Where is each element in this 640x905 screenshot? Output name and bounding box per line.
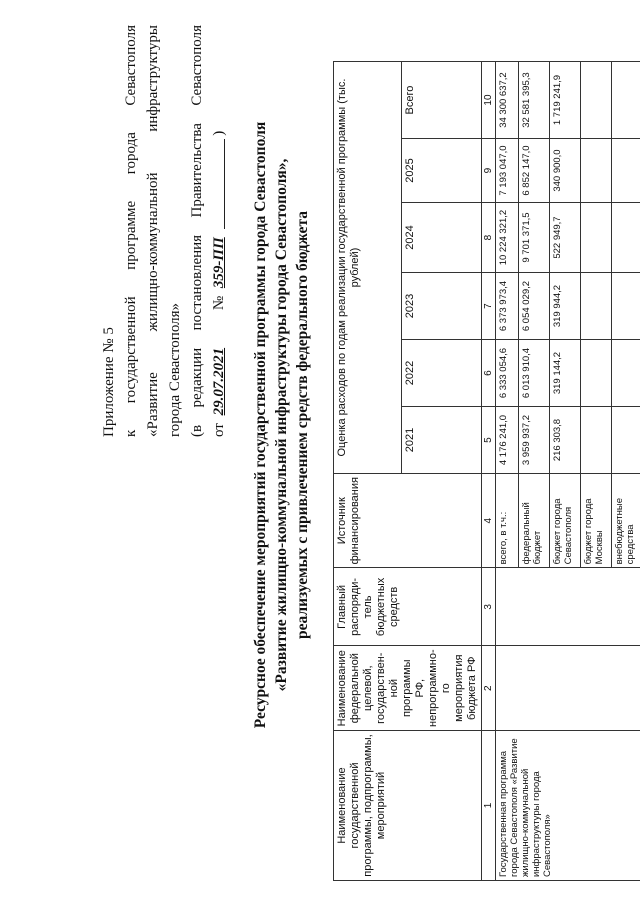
appendix-number-label: № — [211, 295, 227, 311]
chief-administrator-cell — [496, 568, 640, 646]
col-number: 8 — [482, 203, 496, 273]
col-number: 4 — [482, 474, 496, 568]
value-cell — [581, 203, 612, 273]
source-cell: бюджет города Москвы — [581, 474, 612, 568]
value-cell — [612, 139, 640, 203]
value-cell: 7 193 047,0 — [496, 139, 519, 203]
value-cell — [612, 340, 640, 407]
appendix-line-5 — [208, 25, 230, 437]
source-cell: внебюджетные средства — [612, 474, 640, 568]
header-total: Всего — [401, 62, 481, 139]
value-cell — [612, 203, 640, 273]
document-title — [250, 5, 313, 845]
appendix-from-label: от — [211, 423, 227, 437]
table-row-total — [496, 62, 519, 881]
appendix-title: Приложение № 5 — [101, 327, 117, 437]
value-cell: 32 581 395,3 — [519, 62, 550, 139]
header-program: Наименование государственной программы, подпрограммы, мероприятий — [334, 731, 482, 881]
value-cell: 216 303,8 — [550, 407, 581, 474]
value-cell — [581, 340, 612, 407]
value-cell — [581, 62, 612, 139]
appendix-number: 359-ПП — [211, 237, 227, 289]
value-cell — [612, 62, 640, 139]
appendix-close-paren: ) — [211, 130, 227, 136]
appendix-date: 29.07.2021 — [211, 347, 227, 416]
appendix-blank-line — [210, 139, 225, 229]
header-year-2025: 2025 — [401, 139, 481, 203]
title-line-2: «Развитие жилищно-коммунальной инфраструктуры города Севастополя», — [273, 158, 290, 692]
header-federal-program: Наименование федеральной целевой, государствен-ной программы РФ, непрограммно-го мероприятия бюджета РФ — [334, 646, 482, 731]
value-cell: 319 944,2 — [550, 273, 581, 340]
value-cell: 6 373 973,4 — [496, 273, 519, 340]
col-number: 10 — [482, 62, 496, 139]
value-cell: 6 852 147,0 — [519, 139, 550, 203]
header-year-2022: 2022 — [401, 340, 481, 407]
value-cell — [581, 139, 612, 203]
source-cell: федеральный бюджет — [519, 474, 550, 568]
source-cell: всего, в т.ч.: — [496, 474, 519, 568]
value-cell: 522 949,7 — [550, 203, 581, 273]
value-cell — [612, 273, 640, 340]
title-line-1: Ресурсное обеспечение мероприятий государственной программы города Севастополя — [252, 121, 269, 729]
header-year-2021: 2021 — [401, 407, 481, 474]
header-year-2023: 2023 — [401, 273, 481, 340]
header-year-2024: 2024 — [401, 203, 481, 273]
appendix-line-3: города Севастополя» — [167, 302, 183, 437]
col-number: 1 — [482, 731, 496, 881]
value-cell: 34 300 637,2 — [496, 62, 519, 139]
appendix-line-2: «Развитие жилищно-коммунальной инфраструктуры — [145, 25, 161, 437]
title-line-3: реализуемых с привлечением средств федерального бюджета — [294, 211, 311, 639]
value-cell: 319 144,2 — [550, 340, 581, 407]
value-cell: 3 959 937,2 — [519, 407, 550, 474]
value-cell — [581, 273, 612, 340]
header-row-1 — [334, 62, 402, 881]
value-cell — [612, 407, 640, 474]
appendix-block — [98, 25, 230, 437]
program-name-cell: Государственная программа города Севастополя «Развитие жилищно-коммунальной инфраструктуры города Севастополя» — [496, 731, 640, 881]
value-cell: 1 719 241,9 — [550, 62, 581, 139]
value-cell: 10 224 321,2 — [496, 203, 519, 273]
col-number: 6 — [482, 340, 496, 407]
value-cell: 4 176 241,0 — [496, 407, 519, 474]
col-number: 2 — [482, 646, 496, 731]
value-cell: 6 333 054,6 — [496, 340, 519, 407]
value-cell: 6 054 029,2 — [519, 273, 550, 340]
appendix-line-4: (в редакции постановления Правительства Севастополя — [189, 25, 205, 437]
col-number: 3 — [482, 568, 496, 646]
value-cell: 340 900,0 — [550, 139, 581, 203]
header-funding-source: Источник финансирования — [334, 474, 482, 568]
federal-program-cell — [496, 646, 640, 731]
header-cost-estimate: Оценка расходов по годам реализации государственной программы (тыс. рублей) — [334, 62, 402, 474]
col-number: 9 — [482, 139, 496, 203]
value-cell: 9 701 371,5 — [519, 203, 550, 273]
source-cell: бюджет города Севастополя — [550, 474, 581, 568]
funding-table — [333, 61, 640, 881]
header-chief-administrator: Главный распоряди-тель бюджетных средств — [334, 568, 482, 646]
value-cell — [581, 407, 612, 474]
appendix-line-1: к государственной программе города Севастополя — [123, 25, 139, 437]
col-number: 7 — [482, 273, 496, 340]
column-number-row — [482, 62, 496, 881]
value-cell: 6 013 910,4 — [519, 340, 550, 407]
col-number: 5 — [482, 407, 496, 474]
